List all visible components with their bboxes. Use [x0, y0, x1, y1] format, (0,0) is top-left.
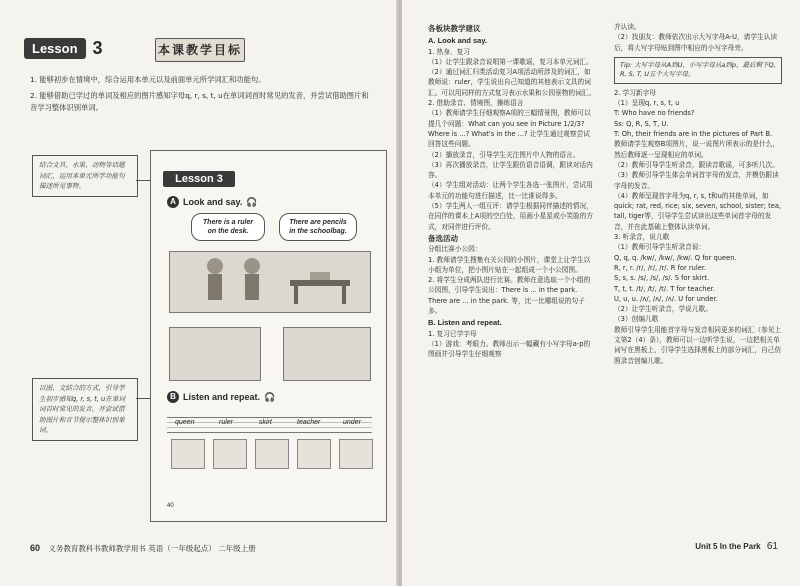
left-page — [0, 0, 398, 586]
section-heading: B. Listen and repeat. — [428, 318, 502, 328]
word-teacher: teacher — [297, 419, 321, 426]
textbook-page-frame — [150, 150, 387, 522]
left-footer-text: 义务教育教科书教师教学用书 英语（一年级起点） 二年级上册 — [48, 544, 256, 553]
right-page — [402, 0, 800, 586]
paragraph: （4）学生组对活动：让两个学生各选一张图片，尝试用本单元的功能句进行描述，比一比谁说得多。 — [428, 181, 593, 200]
section-a-letter: A — [167, 196, 179, 208]
inner-page-number: 40 — [167, 503, 174, 509]
lesson-badge — [24, 38, 103, 59]
paragraph: （2）教师引导学生听录音，跟读音歌谣，可多听几次。 — [614, 160, 779, 169]
paragraph: 2. 借助录音、情境图，操练语言 — [428, 99, 524, 108]
paragraph: 教师引导学生用能首字母与发音相同更多的词汇（参见上文第2（4）条），教师可以一边听学生说，一边把相关单词写在黑板上，引导学生选择黑板上的部分词汇，自己仿照录音创编儿歌。 — [614, 325, 782, 365]
unit-title: Unit 5 In the Park — [695, 542, 761, 551]
paragraph: Ss: Q, R, S, T, U. — [614, 119, 669, 128]
objectives-title: 本课教学目标 — [155, 38, 245, 62]
paragraph: 1. 复习已学字母 — [428, 329, 477, 338]
left-footer — [30, 543, 256, 554]
fruit-illustration — [169, 327, 261, 381]
paragraph: T: Who have no friends? — [614, 109, 695, 118]
paragraph: （5）学生两人一组互评：请学生根据同伴描述的情况，在同伴的课本上A项的空白处，用画小星星或小笑脸的方式，对同伴进行评价。 — [428, 202, 594, 231]
word-ruler: ruler — [219, 419, 234, 426]
speech-bubble-1: There is a ruler on the desk. — [191, 213, 265, 241]
objective-1: 1. 能够初步在情境中，综合运用本单元以及前面单元所学词汇和功能句。 — [30, 75, 266, 84]
paragraph: 分组比赛小公园： — [428, 245, 482, 254]
section-b-letter: B — [167, 391, 179, 403]
right-page-number: 61 — [766, 541, 778, 552]
paragraph: 2. 将学生分成两队进行比赛。教师在意选取一个小组的公园图，引导学生说出：There is ... in the park. There are ... in the park. 等，比一比哪组说的句子多。 — [428, 276, 591, 316]
ruler-picture — [213, 439, 247, 469]
right-footer — [695, 541, 778, 552]
paragraph: （2）找朋友：教师依次出示大写字母A-U，请学生认读后，将大写字母贴到图中相应的小写字母旁。 — [614, 33, 778, 52]
paragraph: （4）教师呈现首字母为q, r, s, t和u的其他单词，如quick; rat, red, rice; six, seven, school, sister; tea, tall, tiger等，引导学生尝试读出这些单词首字母的发音，并在此基础上整体认读单词。 — [614, 191, 782, 231]
speech-bubble-2: There are pencils in the schoolbag. — [279, 213, 357, 241]
tip-box: Tip: 大写字母从A到U，小写字母从a到p，最后剩下Q, R, S, T, U五个大写字母。 — [614, 57, 782, 84]
section-a-label: Look and say. — [183, 197, 243, 207]
inner-lesson-title: Lesson 3 — [163, 171, 235, 187]
paragraph: U, u, u. /ʌ/, /ʌ/, /ʌ/. U for under. — [614, 294, 718, 303]
paragraph: （3）再次播放录音，让学生跟仿语音语调，跟读对话内容。 — [428, 160, 593, 180]
paragraph: S, s, s. /s/, /s/, /s/. S for skirt. — [614, 274, 710, 283]
right-column-2 — [614, 22, 782, 366]
children-desk-drawing — [170, 252, 370, 312]
queen-picture — [171, 439, 205, 469]
skirt-picture — [255, 439, 289, 469]
lesson-word: Lesson — [24, 38, 86, 59]
section-b-label: Listen and repeat. — [183, 392, 261, 402]
section-b-title — [167, 391, 275, 403]
teacher-picture — [297, 439, 331, 469]
paragraph: 教师请学生观察B项图片，说一说图片所表示的是什么，然后教师逐一呈现相应的单词。 — [614, 140, 780, 159]
section-heading: 备选活动 — [428, 233, 458, 243]
lesson-number: 3 — [92, 38, 103, 58]
paragraph: （1）游戏：考眼力。教师出示一幅藏有小写字母a-p的图画并引导学生仔细观察 — [428, 339, 591, 359]
paragraph: （2）播放录音，引导学生关注图片中人物的语言。 — [428, 150, 580, 159]
paragraph: 1. 教师请学生搜集有关公园的小图片，课堂上让学生以小组为单位，把小图片贴在一起组成一个小公园图。 — [428, 255, 591, 274]
left-page-number: 60 — [30, 543, 41, 553]
note-box-2: 以图、文结合的方式，引导学生初步感知q, r, s, t, u在单词词首时常见的发音，并尝试借助图片和音节提示整体识别单词。 — [32, 378, 138, 441]
classroom-illustration — [169, 251, 371, 313]
section-heading: A. Look and say. — [428, 36, 488, 46]
word-queen: queen — [175, 419, 195, 426]
headphone-icon: 🎧 — [264, 391, 276, 402]
word-skirt: skirt — [259, 419, 272, 426]
paragraph: （1）让学生跟录音说唱第一课歌谣，复习本单元词汇。 — [428, 57, 593, 66]
note-box-1: 结合文具、水果、动物等话题词汇，运用本单元所学功能句描述所见事物。 — [32, 155, 138, 197]
paragraph: （3）教师引导学生体会单词首字母的发音，并模仿跟读字母的发音。 — [614, 171, 779, 190]
paragraph: （1）教师请学生仔细观察A项的三幅情景图，教师可以提几个问题：What can you see in Picture 1/2/3? Where is ...? What's in the ...? 让学生通过观察尝试回答这些问题。 — [428, 109, 591, 149]
paragraph: 并认读。 — [614, 23, 641, 31]
paragraph: Q, q, q. /kw/, /kw/, /kw/. Q for queen. — [614, 253, 737, 262]
paragraph: R, r, r. /r/, /r/, /r/. R for ruler. — [614, 263, 707, 272]
paragraph: T: Oh, their friends are in the pictures of Part B. — [614, 130, 773, 139]
section-a-title — [167, 196, 258, 208]
paragraph: （1）教师引导学生听录音说： — [614, 243, 706, 252]
paragraph: （2）通过词汇归类活动复习A项活动所涉及的词汇，如教师说：ruler，学生说出自己知道的其他表示文具的词汇。可以用同样的方式复习表示水果和公园景物的词汇。 — [428, 68, 596, 97]
paragraph: T, t, t. /t/, /t/, /t/. T for teacher. — [614, 284, 715, 293]
objective-2: 2. 能够借助已学过的单词及相应的图片感知字母q, r, s, t, u在单词词首时常见的发音，并尝试借助图片和音学习整体识别单词。 — [30, 91, 369, 112]
word-under: under — [343, 419, 361, 426]
paragraph: （1）呈现q, r, s, t, u — [614, 99, 680, 108]
headphone-icon: 🎧 — [246, 196, 258, 207]
section-heading: 各板块教学建议 — [428, 24, 481, 33]
under-picture — [339, 439, 373, 469]
paragraph: （3）创编儿歌 — [614, 315, 659, 324]
park-illustration — [283, 327, 371, 381]
paragraph: 2. 学习新字母 — [614, 88, 656, 97]
paragraph: （2）让学生听录音，学说儿歌。 — [614, 305, 712, 314]
paragraph: 1. 热身、复习 — [428, 47, 470, 56]
right-column-1 — [428, 22, 596, 360]
paragraph: 3. 听录音，说儿歌 — [614, 233, 670, 242]
